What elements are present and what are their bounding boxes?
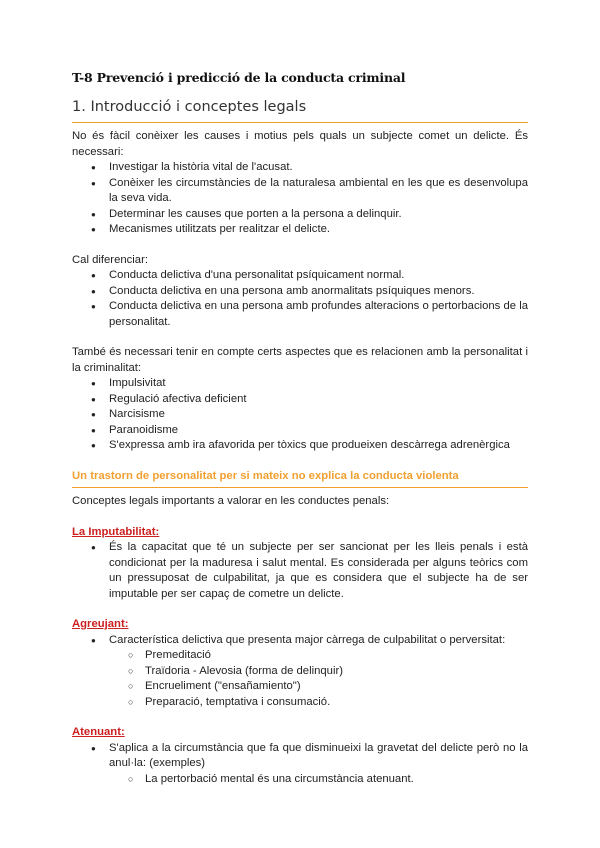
- term-imputabilitat: La Imputabilitat:: [72, 525, 160, 538]
- agreujant-list: [72, 633, 528, 649]
- list-item: ● Conducta delictiva en una persona amb anormalitats psíquiques menors.: [72, 284, 528, 300]
- list-item: ● És la capacitat que té un subjecte per ser sancionat per les lleis penals i està condicionat per la maduresa i salut mental. Es considerada per alguns teòrics com un pressuposat de culpabilitat, ja que es considera que el subjecte ha de ser imputable per ser capaç de cometre un delicte.: [72, 540, 528, 602]
- sublist-item: ○ Traïdoria - Alevosia (forma de delinquir): [72, 664, 528, 680]
- sublist-item: ○ Preparació, temptativa i consumació.: [72, 695, 528, 711]
- atenuant-sublist: [72, 772, 528, 788]
- aspects-list: [72, 376, 528, 454]
- agreujant-sublist: [72, 648, 528, 710]
- sublist-item: ○ Encrueliment ("ensañamiento"): [72, 679, 528, 695]
- list-item: ● Paranoidisme: [72, 423, 528, 439]
- highlight-divider: [72, 487, 528, 488]
- list-item: ● Investigar la història vital de l'acusat.: [72, 160, 528, 176]
- list-item: ● Narcisisme: [72, 407, 528, 423]
- imputabilitat-list: [72, 540, 528, 602]
- differentiate-list: [72, 268, 528, 330]
- document-title: T-8 Prevenció i predicció de la conducta criminal: [72, 70, 406, 85]
- section-heading: 1. Introducció i conceptes legals: [72, 99, 307, 115]
- list-item: ● Conducta delictiva en una persona amb profundes alteracions o pertorbacions de la personalitat.: [72, 299, 528, 330]
- list-item: ● S'expressa amb ira afavorida per tòxics que produeixen descàrrega adrenèrgica: [72, 438, 528, 454]
- list-item: ● Conèixer les circumstàncies de la naturalesa ambiental en les que es desenvolupa la seva vida.: [72, 176, 528, 207]
- list-item: ● Mecanismes utilitzats per realitzar el delicte.: [72, 222, 528, 238]
- list-item: ● Conducta delictiva d'una personalitat psíquicament normal.: [72, 268, 528, 284]
- differentiate-intro: Cal diferenciar:: [72, 253, 148, 266]
- aspects-intro: També és necessari tenir en compte certs aspectes que es relacionen amb la personalitat i la criminalitat:: [72, 346, 528, 374]
- list-item: ● S'aplica a la circumstància que fa que disminueixi la gravetat del delicte però no la anul·la: (exemples): [72, 741, 528, 772]
- term-atenuant: Atenuant:: [72, 726, 125, 738]
- atenuant-list: [72, 741, 528, 772]
- highlight-statement: Un trastorn de personalitat per si mateix no explica la conducta violenta: [72, 469, 459, 482]
- intro-paragraph: No és fàcil conèixer les causes i motius pels quals un subjecte comet un delicte. És necessari:: [72, 130, 528, 158]
- list-item: ● Determinar les causes que porten a la persona a delinquir.: [72, 207, 528, 223]
- list-item: ● Impulsivitat: [72, 376, 528, 392]
- document-page: [72, 70, 528, 787]
- sublist-item: ○ La pertorbació mental és una circumstància atenuant.: [72, 772, 528, 788]
- necessary-list: [72, 160, 528, 238]
- legal-intro: Conceptes legals importants a valorar en les conductes penals:: [72, 495, 390, 507]
- term-agreujant: Agreujant:: [72, 618, 129, 630]
- list-item: ● Característica delictiva que presenta major càrrega de culpabilitat o perversitat:: [72, 633, 528, 649]
- section-divider: [72, 122, 528, 123]
- sublist-item: ○ Premeditació: [72, 648, 528, 664]
- list-item: ● Regulació afectiva deficient: [72, 392, 528, 408]
